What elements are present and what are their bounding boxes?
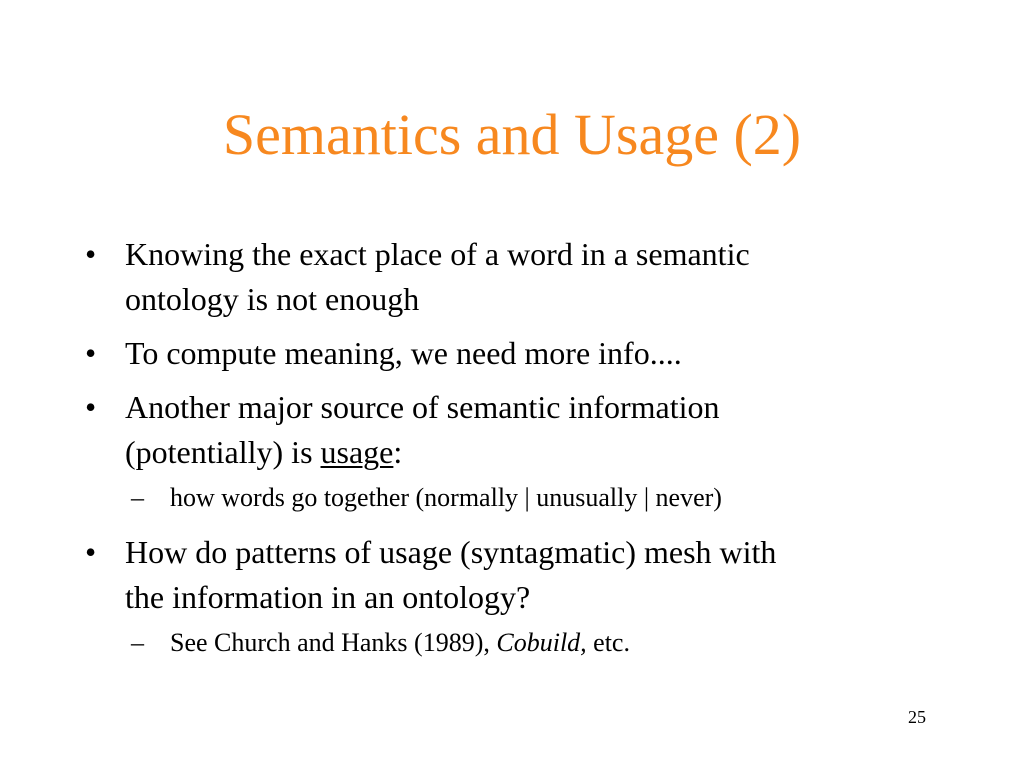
cobuild-italic-text: Cobuild, xyxy=(496,628,587,657)
sub-bullet-item-references xyxy=(85,625,965,661)
bullet-line: Another major source of semantic information xyxy=(125,389,720,425)
sub-bullet-marker: – xyxy=(131,483,144,512)
bullet-line: Knowing the exact place of a word in a semantic xyxy=(125,236,750,272)
sub-bullet-text-prefix: See Church and Hanks (1989), xyxy=(170,628,497,657)
usage-underlined-word: usage xyxy=(320,434,394,470)
page-number: 25 xyxy=(908,707,926,727)
bullet-marker: • xyxy=(85,236,97,272)
sub-bullet-text: how words go together (normally | unusually | never) xyxy=(170,483,722,512)
bullet-line: ontology is not enough xyxy=(125,281,420,317)
bullet-line-prefix: (potentially) is xyxy=(125,434,321,470)
bullet-line: How do patterns of usage (syntagmatic) mesh with xyxy=(125,534,777,570)
bullet-line: To compute meaning, we need more info.... xyxy=(125,335,682,371)
bullet-marker: • xyxy=(85,389,97,425)
bullet-marker: • xyxy=(85,335,97,371)
slide-title: Semantics and Usage (2) xyxy=(222,102,802,167)
bullet-list xyxy=(85,232,965,675)
bullet-item-patterns-ontology xyxy=(85,530,965,620)
bullet-item-compute-meaning xyxy=(85,331,965,376)
bullet-line: the information in an ontology? xyxy=(125,579,531,615)
bullet-marker: • xyxy=(85,534,97,570)
bullet-line xyxy=(125,430,965,475)
sub-bullet-item-words-together xyxy=(85,480,965,516)
sub-bullet-marker: – xyxy=(131,628,144,657)
bullet-line-suffix: : xyxy=(393,434,403,470)
bullet-item-word-place xyxy=(85,232,965,322)
sub-bullet-text-suffix: etc. xyxy=(586,628,630,657)
bullet-item-usage-source xyxy=(85,385,965,475)
